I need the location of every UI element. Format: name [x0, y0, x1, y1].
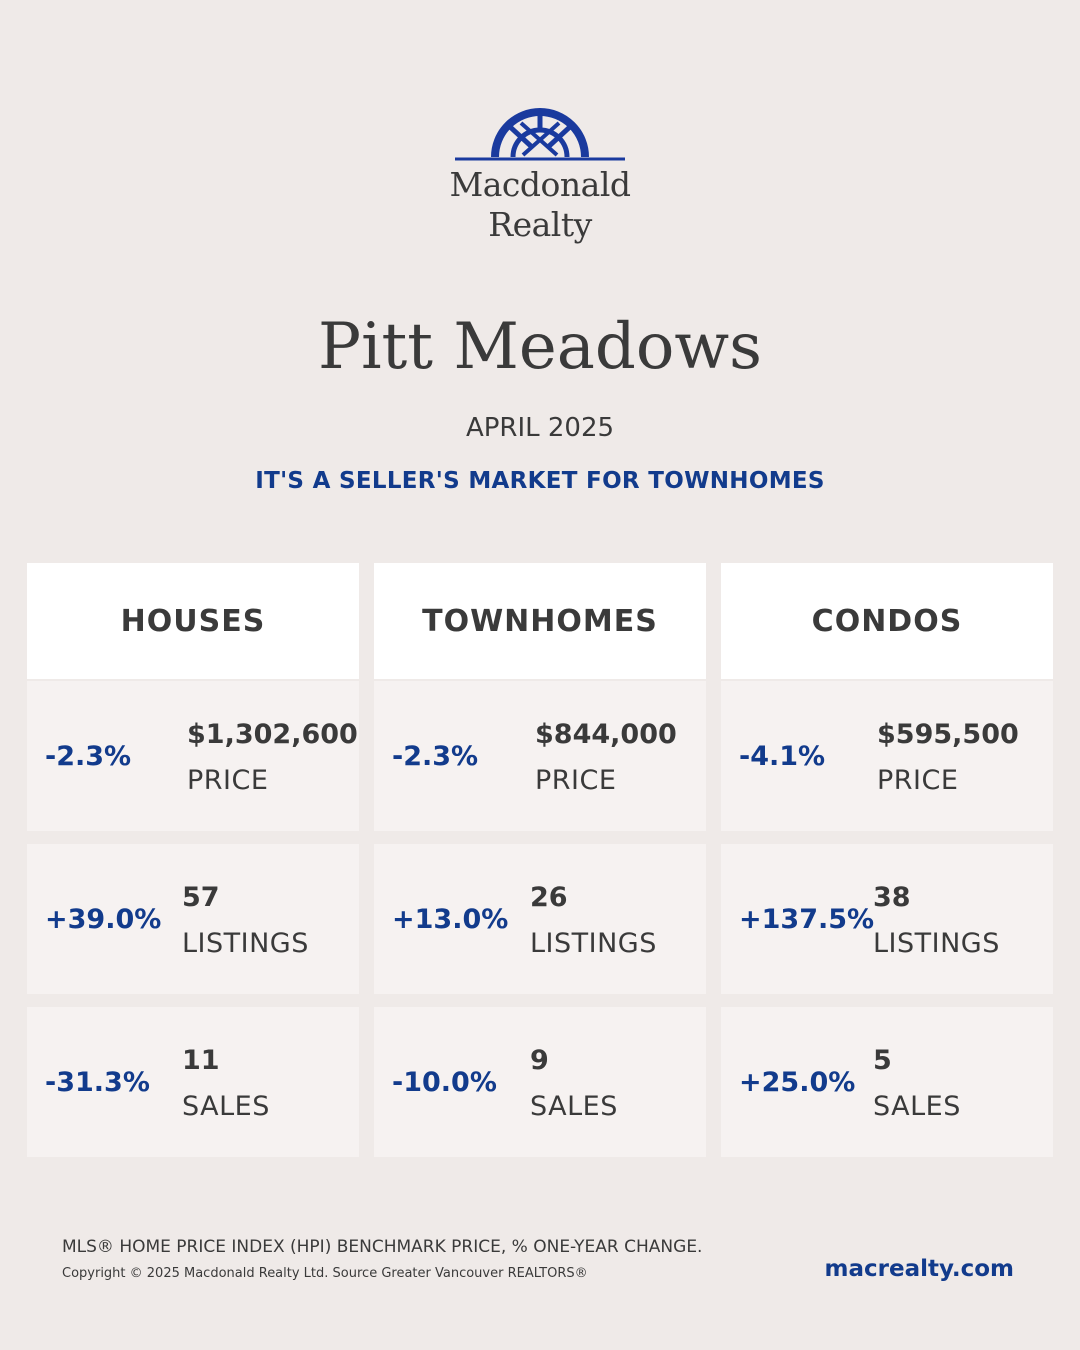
price-change: -4.1% — [739, 740, 826, 772]
price-cell — [27, 681, 359, 831]
sales-label: SALES — [530, 1091, 618, 1122]
sales-cell — [721, 1007, 1053, 1157]
listings-change: +13.0% — [392, 903, 509, 935]
price-change: -2.3% — [392, 740, 479, 772]
listings-label: LISTINGS — [182, 928, 309, 959]
price-change: -2.3% — [45, 740, 132, 772]
listings-label: LISTINGS — [530, 928, 657, 959]
sales-label: SALES — [873, 1091, 961, 1122]
sales-label: SALES — [182, 1091, 270, 1122]
listings-value: 57 — [182, 882, 220, 913]
sales-change: +25.0% — [739, 1066, 856, 1098]
listings-value: 38 — [873, 882, 911, 913]
brand-name-line2: Realty — [488, 205, 592, 244]
condos-column — [721, 563, 1053, 1122]
listings-cell — [721, 844, 1053, 994]
brand-emblem-icon — [445, 105, 635, 165]
listings-change: +137.5% — [739, 903, 875, 935]
sales-change: -10.0% — [392, 1066, 497, 1098]
market-tagline: IT'S A SELLER'S MARKET FOR TOWNHOMES — [255, 468, 825, 494]
sales-value: 9 — [530, 1045, 549, 1076]
copyright-text: Copyright © 2025 Macdonald Realty Ltd. Source Greater Vancouver REALTORS® — [62, 1266, 588, 1281]
price-cell — [374, 681, 706, 831]
price-value: $1,302,600 — [187, 719, 358, 750]
price-value: $595,500 — [877, 719, 1019, 750]
price-value: $844,000 — [535, 719, 677, 750]
report-month: APRIL 2025 — [465, 413, 615, 443]
website-link[interactable]: macrealty.com — [824, 1256, 1014, 1282]
brand-name-line1: Macdonald — [449, 165, 631, 204]
sales-value: 11 — [182, 1045, 220, 1076]
sales-change: -31.3% — [45, 1066, 150, 1098]
listings-change: +39.0% — [45, 903, 162, 935]
column-heading: TOWNHOMES — [374, 563, 706, 679]
listings-cell — [374, 844, 706, 994]
sales-value: 5 — [873, 1045, 892, 1076]
column-heading: CONDOS — [721, 563, 1053, 679]
townhomes-column — [374, 563, 706, 1122]
listings-cell — [27, 844, 359, 994]
sales-cell — [374, 1007, 706, 1157]
price-label: PRICE — [877, 765, 959, 796]
methodology-note: MLS® HOME PRICE INDEX (HPI) BENCHMARK PRICE, % ONE-YEAR CHANGE. — [62, 1237, 703, 1257]
page-title: Pitt Meadows — [318, 310, 762, 384]
price-label: PRICE — [187, 765, 269, 796]
listings-value: 26 — [530, 882, 568, 913]
listings-label: LISTINGS — [873, 928, 1000, 959]
price-cell — [721, 681, 1053, 831]
houses-column — [27, 563, 359, 1122]
price-label: PRICE — [535, 765, 617, 796]
column-heading: HOUSES — [27, 563, 359, 679]
sales-cell — [27, 1007, 359, 1157]
brand-logo — [440, 105, 640, 255]
